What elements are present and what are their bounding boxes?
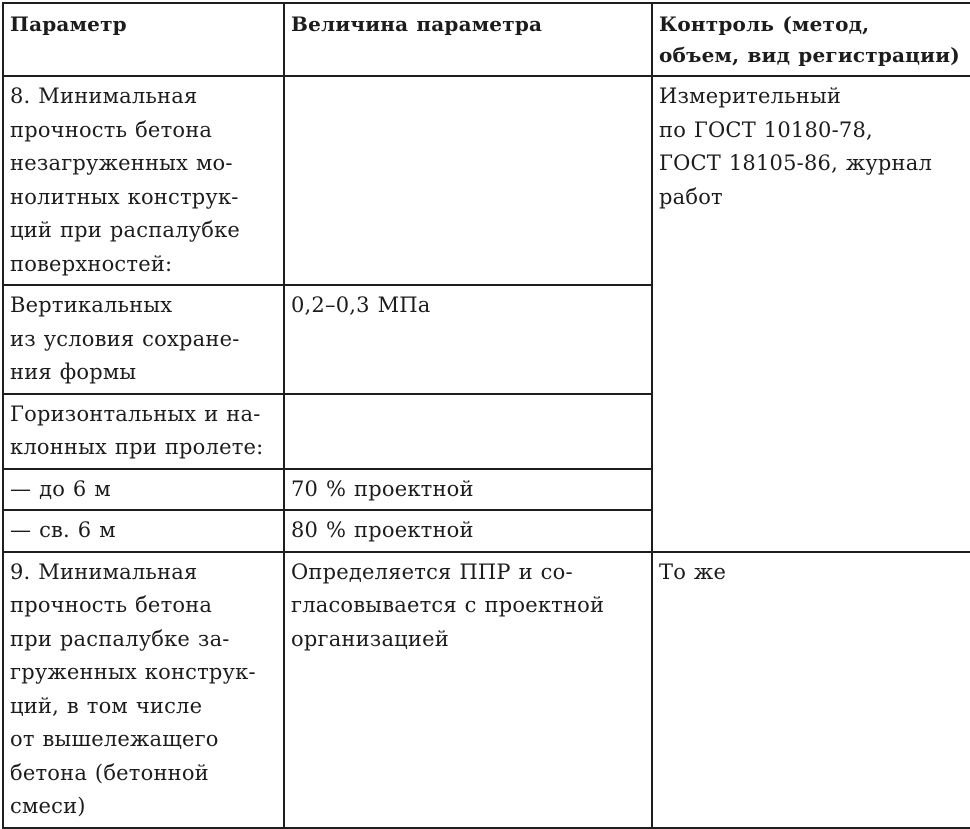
header-parameter: Параметр [3, 3, 284, 76]
vertical-value-cell: 0,2–0,3 МПа [284, 285, 652, 394]
upto6-parameter-cell: — до 6 м [3, 469, 284, 511]
vertical-parameter-cell: Вертикальных из условия сохране- ния формы [3, 285, 284, 394]
upto6-value-cell: 70 % проектной [284, 469, 652, 511]
over6-value-cell: 80 % проектной [284, 510, 652, 552]
row8-value-cell [284, 76, 652, 285]
row8-control-cell: Измерительный по ГОСТ 10180-78, ГОСТ 18105-86, журнал работ [652, 76, 970, 552]
row9-value-cell: Определяется ППР и со- гласовывается с проектной организацией [284, 552, 652, 828]
table-row-9 [3, 552, 970, 828]
over6-parameter-cell: — св. 6 м [3, 510, 284, 552]
header-control: Контроль (метод, объем, вид регистрации) [652, 3, 970, 76]
parameters-table [2, 2, 970, 829]
row9-parameter-cell: 9. Минимальная прочность бетона при распалубке за- груженных конструк- ций, в том числе от вышележащего бетона (бетонной смеси) [3, 552, 284, 828]
horizontal-parameter-cell: Горизонтальных и на- клонных при пролете: [3, 394, 284, 469]
table-header-row [3, 3, 970, 76]
header-value: Величина параметра [284, 3, 652, 76]
row9-control-cell: То же [652, 552, 970, 828]
row8-parameter-cell: 8. Минимальная прочность бетона незагруженных мо- нолитных конструк- ций при распалубке поверхностей: [3, 76, 284, 285]
table-row-8 [3, 76, 970, 285]
horizontal-value-cell [284, 394, 652, 469]
